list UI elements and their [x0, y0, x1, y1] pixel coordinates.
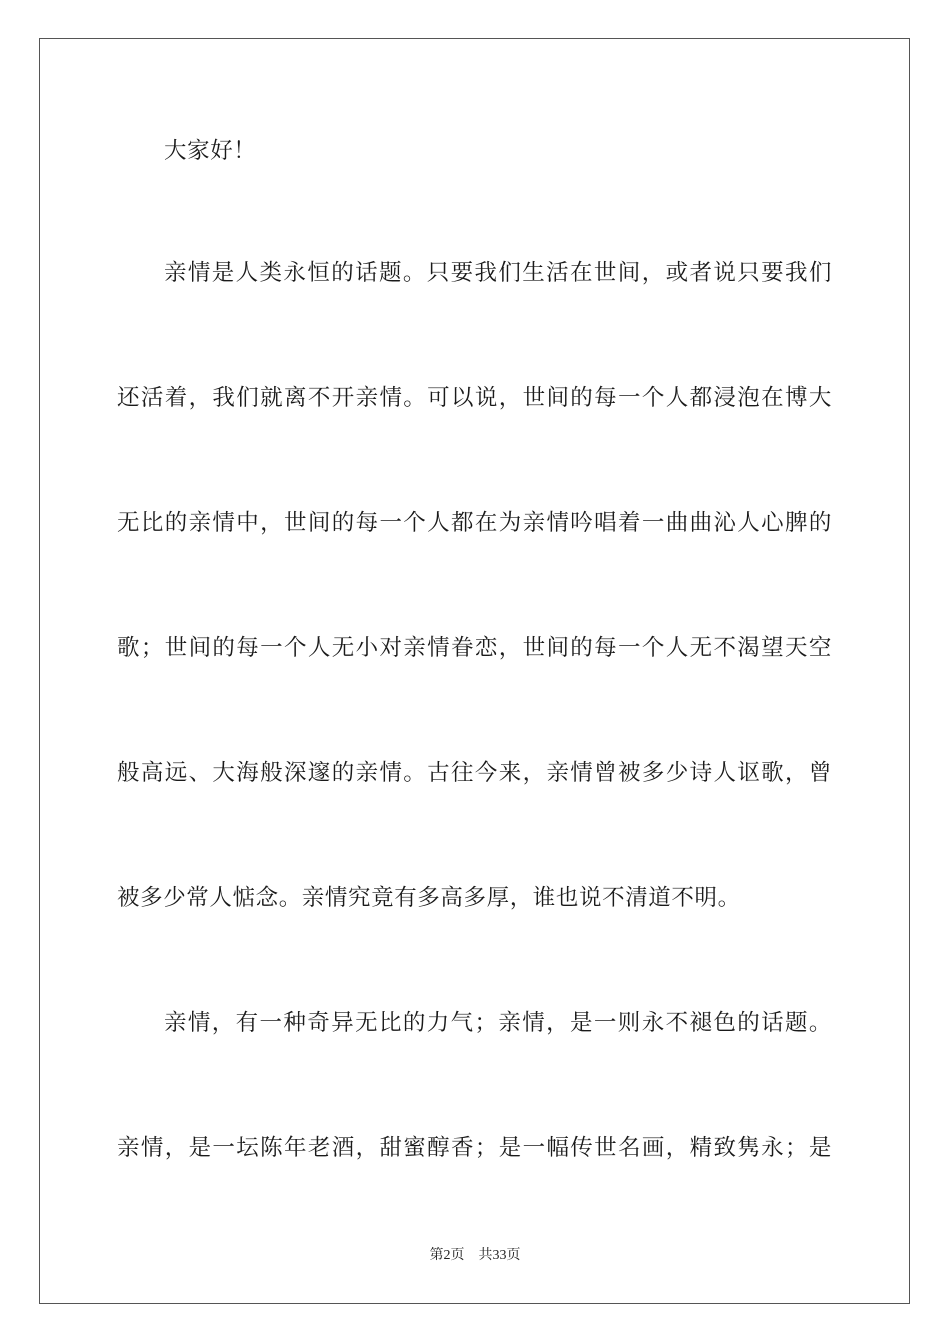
paragraph-line-8: 亲情，是一坛陈年老酒，甜蜜醇香；是一幅传世名画，精致隽永；是: [117, 1135, 832, 1161]
page-frame: [39, 38, 910, 1304]
paragraph-line-3: 无比的亲情中，世间的每一个人都在为亲情吟唱着一曲曲沁人心脾的: [117, 510, 832, 536]
greeting-line: 大家好！: [164, 138, 257, 164]
page-number: 第2页: [429, 1248, 465, 1263]
page-total: 共33页: [478, 1248, 521, 1263]
paragraph-line-6: 被多少常人惦念。亲情究竟有多高多厚，谁也说不清道不明。: [117, 885, 741, 911]
paragraph-line-4: 歌；世间的每一个人无小对亲情眷恋，世间的每一个人无不渴望天空: [117, 635, 832, 661]
paragraph-line-5: 般高远、大海般深邃的亲情。古往今来，亲情曾被多少诗人讴歌，曾: [117, 760, 832, 786]
paragraph-line-7: 亲情，有一种奇异无比的力气；亲情，是一则永不褪色的话题。: [164, 1010, 832, 1036]
paragraph-line-1: 亲情是人类永恒的话题。只要我们生活在世间，或者说只要我们: [164, 260, 832, 286]
paragraph-line-2: 还活着，我们就离不开亲情。可以说，世间的每一个人都浸泡在博大: [117, 385, 832, 411]
page-footer: [0, 1246, 950, 1266]
